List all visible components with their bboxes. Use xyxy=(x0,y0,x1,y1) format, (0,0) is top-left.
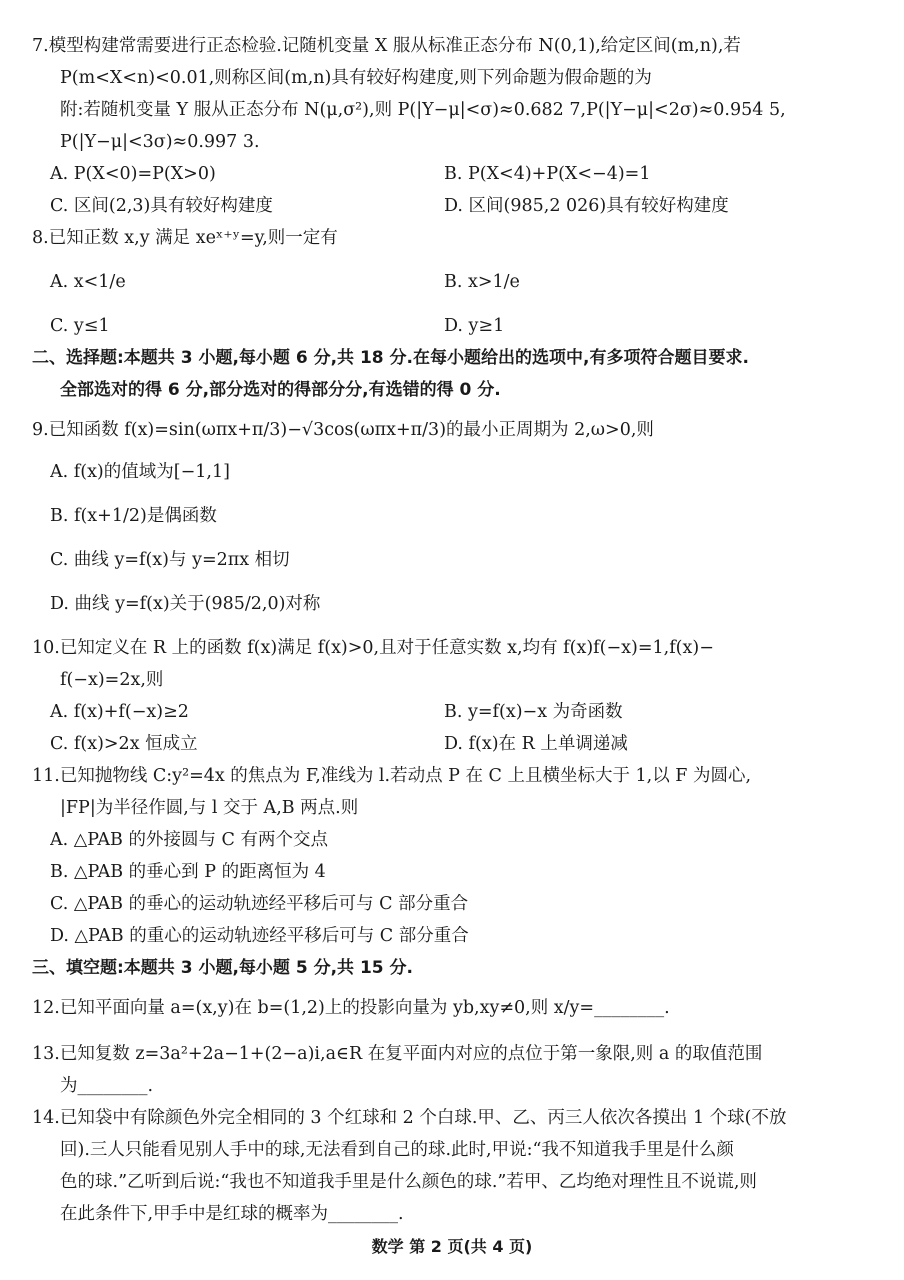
q11-option-b: B. △PAB 的垂心到 P 的距离恒为 4 xyxy=(50,862,326,882)
q8-option-b: B. x>1/e xyxy=(444,272,520,292)
q9-option-b: B. f(x+1/2)是偶函数 xyxy=(50,506,217,526)
q7-line-2: P(m<X<n)<0.01,则称区间(m,n)具有较好构建度,则下列命题为假命题的为 xyxy=(60,68,652,88)
q10-option-d: D. f(x)在 R 上单调递减 xyxy=(444,734,628,754)
q7-line-1: 7.模型构建常需要进行正态检验.记随机变量 X 服从标准正态分布 N(0,1),给定区间(m,n),若 xyxy=(32,36,741,56)
q7-option-b: B. P(X<4)+P(X<−4)=1 xyxy=(444,164,651,184)
q11-option-c: C. △PAB 的垂心的运动轨迹经平移后可与 C 部分重合 xyxy=(50,894,469,914)
q10-option-a: A. f(x)+f(−x)≥2 xyxy=(50,702,189,722)
q14-line-2: 回).三人只能看见别人手中的球,无法看到自己的球.此时,甲说:“我不知道我手里是什么颜 xyxy=(60,1140,734,1160)
q8-stem: 8.已知正数 x,y 满足 xeˣ⁺ʸ=y,则一定有 xyxy=(32,228,338,248)
q14-line-4: 在此条件下,甲手中是红球的概率为________. xyxy=(60,1204,404,1224)
q13-line-2: 为________. xyxy=(60,1076,154,1096)
q10-option-b: B. y=f(x)−x 为奇函数 xyxy=(444,702,623,722)
section-2-heading: 二、选择题:本题共 3 小题,每小题 6 分,共 18 分.在每小题给出的选项中,有多项符合题目要求. xyxy=(32,348,749,368)
page-footer: 数学 第 2 页(共 4 页) xyxy=(371,1237,533,1256)
q9-option-d: D. 曲线 y=f(x)关于(985/2,0)对称 xyxy=(50,594,321,614)
q9-option-a: A. f(x)的值域为[−1,1] xyxy=(50,462,230,482)
q7-option-a: A. P(X<0)=P(X>0) xyxy=(50,164,216,184)
q7-option-c: C. 区间(2,3)具有较好构建度 xyxy=(50,196,273,216)
section-3-heading: 三、填空题:本题共 3 小题,每小题 5 分,共 15 分. xyxy=(32,958,413,978)
q14-line-1: 14.已知袋中有除颜色外完全相同的 3 个红球和 2 个白球.甲、乙、丙三人依次各摸出 1 个球(不放 xyxy=(32,1108,787,1128)
q7-line-4: P(|Y−μ|<3σ)≈0.997 3. xyxy=(60,132,260,152)
q12-line: 12.已知平面向量 a=(x,y)在 b=(1,2)上的投影向量为 yb,xy≠0,则 x/y=________. xyxy=(32,998,670,1018)
q11-option-d: D. △PAB 的重心的运动轨迹经平移后可与 C 部分重合 xyxy=(50,926,469,946)
q10-line-1: 10.已知定义在 R 上的函数 f(x)满足 f(x)>0,且对于任意实数 x,均有 f(x)f(−x)=1,f(x)− xyxy=(32,638,714,658)
q10-line-2: f(−x)=2x,则 xyxy=(60,670,164,690)
q8-option-c: C. y≤1 xyxy=(50,316,110,336)
q10-option-c: C. f(x)>2x 恒成立 xyxy=(50,734,198,754)
q8-option-a: A. x<1/e xyxy=(50,272,126,292)
q9-option-c: C. 曲线 y=f(x)与 y=2πx 相切 xyxy=(50,550,290,570)
q11-option-a: A. △PAB 的外接圆与 C 有两个交点 xyxy=(50,830,328,850)
q9-stem: 9.已知函数 f(x)=sin(ωπx+π/3)−√3cos(ωπx+π/3)的最小正周期为 2,ω>0,则 xyxy=(32,420,654,440)
q14-line-3: 色的球.”乙听到后说:“我也不知道我手里是什么颜色的球.”若甲、乙均绝对理性且不说谎,则 xyxy=(60,1172,757,1192)
q11-line-1: 11.已知抛物线 C:y²=4x 的焦点为 F,准线为 l.若动点 P 在 C 上且横坐标大于 1,以 F 为圆心, xyxy=(32,766,752,786)
section-2-scoring: 全部选对的得 6 分,部分选对的得部分分,有选错的得 0 分. xyxy=(60,380,501,400)
q11-line-2: |FP|为半径作圆,与 l 交于 A,B 两点.则 xyxy=(60,798,359,818)
q13-line-1: 13.已知复数 z=3a²+2a−1+(2−a)i,a∈R 在复平面内对应的点位于第一象限,则 a 的取值范围 xyxy=(32,1044,763,1064)
q8-option-d: D. y≥1 xyxy=(444,316,505,336)
q7-line-3: 附:若随机变量 Y 服从正态分布 N(μ,σ²),则 P(|Y−μ|<σ)≈0.682 7,P(|Y−μ|<2σ)≈0.954 5, xyxy=(60,100,786,120)
q7-option-d: D. 区间(985,2 026)具有较好构建度 xyxy=(444,196,729,216)
